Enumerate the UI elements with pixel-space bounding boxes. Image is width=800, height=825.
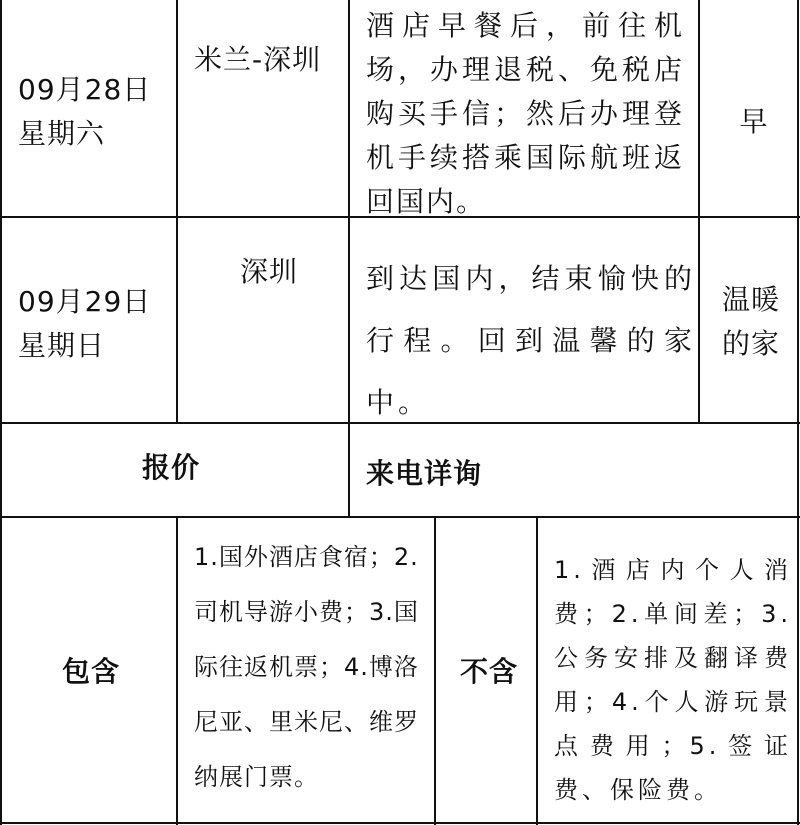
- row-border: [0, 516, 800, 518]
- price-value: 来电详询: [366, 457, 483, 490]
- col-border: [176, 516, 178, 825]
- inclusions-text: 1.国外酒店食宿；2.司机导游小费；3.国际往返机票；4.博洛尼亚、里米尼、维罗纳展门票。: [194, 543, 419, 791]
- col-border: [0, 0, 2, 825]
- price-label: 报价: [142, 451, 201, 484]
- col-border: [434, 516, 436, 825]
- itinerary-weekday: 星期六: [18, 117, 106, 150]
- itinerary-route: 深圳: [240, 255, 299, 288]
- itinerary-date: 09月29日: [18, 285, 152, 318]
- inclusions-label: 包含: [62, 655, 121, 688]
- exclusions-label: 不含: [460, 655, 519, 688]
- exclusions-text: 1.酒店内个人消费；2.单间差；3.公务安排及翻译费用；4.个人游玩景点费用；5.签证费、保险费。: [554, 556, 792, 804]
- itinerary-route: 米兰-深圳: [194, 43, 322, 76]
- itinerary-meal: 温暖的家: [722, 283, 781, 360]
- itinerary-weekday: 星期日: [18, 329, 106, 362]
- row-border: [0, 822, 800, 824]
- itinerary-meal: 早: [739, 105, 769, 138]
- itinerary-description: 酒店早餐后，前往机场，办理退税、免税店购买手信；然后办理登机手续搭乘国际航班返回国内。: [366, 9, 684, 218]
- col-border: [176, 0, 178, 423]
- itinerary-date: 09月28日: [18, 73, 152, 106]
- itinerary-description: 到达国内，结束愉快的行程。回到温馨的家中。: [366, 262, 696, 419]
- col-border: [797, 0, 799, 825]
- col-border: [348, 0, 350, 517]
- col-border: [698, 0, 700, 423]
- col-border: [536, 516, 538, 825]
